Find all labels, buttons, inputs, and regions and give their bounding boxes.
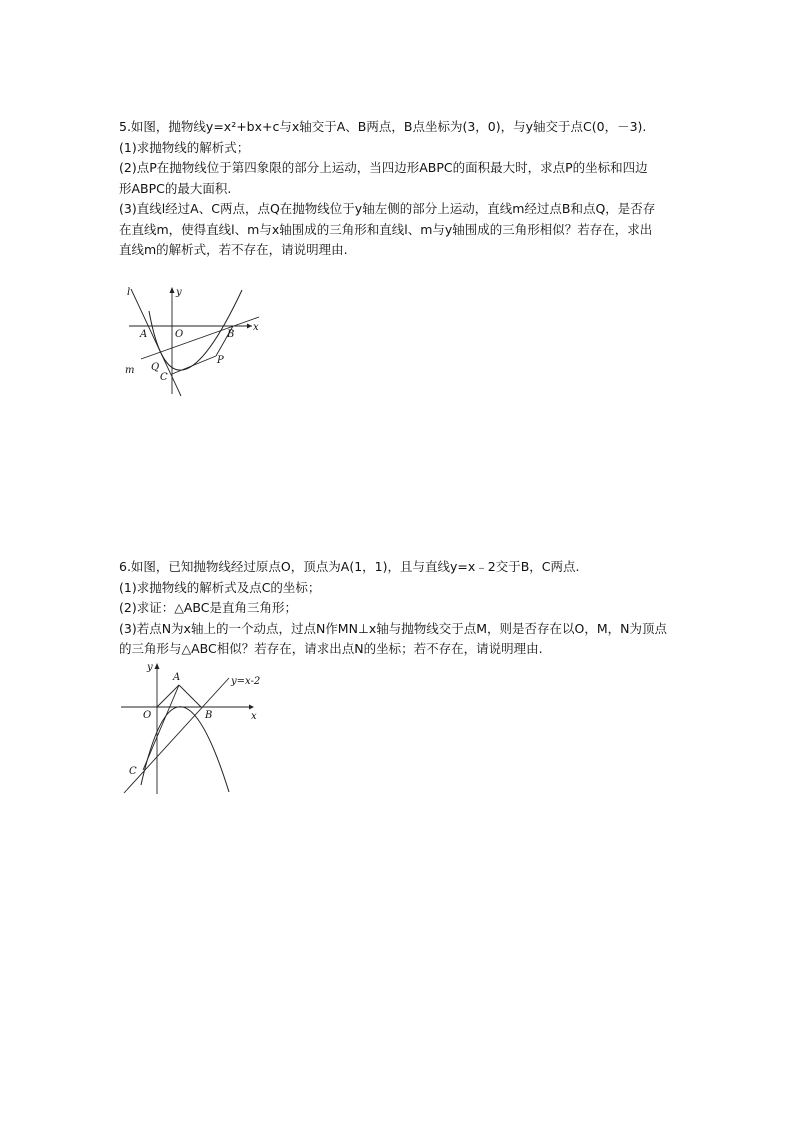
problem-5-part-2-cont: 形ABPC的最大面积. <box>119 180 232 196</box>
problem-5-part-2: (2)点P在抛物线位于第四象限的部分上运动，当四边形ABPC的面积最大时，求点P的坐标和四边 <box>119 160 648 175</box>
label-a: A <box>140 329 148 340</box>
label-x: x <box>253 322 259 333</box>
line-y-x-2 <box>124 678 229 793</box>
label-m: m <box>125 365 135 376</box>
segment-pc <box>172 356 216 374</box>
problem-6-part-1: (1)求抛物线的解析式及点C的坐标； <box>119 579 321 595</box>
problem-6-figure <box>119 660 269 795</box>
x-axis-arrow <box>247 324 252 329</box>
label-b: B <box>227 329 235 340</box>
problem-6-part-2: (2)求证：△ABC是直角三角形； <box>119 600 297 615</box>
y-axis-arrow <box>155 663 160 669</box>
problem-5-part-3-cont: 在直线m，使得直线l、m与x轴围成的三角形和直线l、m与y轴围成的三角形相似？若存在，求出 <box>119 221 653 237</box>
label-c: C <box>129 766 137 777</box>
label-c: C <box>160 372 168 383</box>
segment-oa <box>157 685 179 707</box>
problem-6-stem: 6.如图，已知抛物线经过原点O，顶点为A(1，1)，且与直线y=x﹣2交于B，C两点. <box>119 559 580 574</box>
label-q: Q <box>151 362 160 373</box>
label-p: P <box>217 355 224 366</box>
y-axis-arrow <box>170 287 175 293</box>
problem-5 <box>119 117 699 261</box>
problem-5-part-1: (1)求抛物线的解析式； <box>119 139 250 155</box>
label-b: B <box>205 710 213 721</box>
line-m <box>141 317 259 359</box>
label-o: O <box>175 329 184 340</box>
parabola <box>141 707 229 792</box>
label-line: y=x-2 <box>231 676 261 687</box>
label-l: l <box>127 287 131 298</box>
label-y: y <box>176 287 182 298</box>
label-y: y <box>147 662 153 673</box>
problem-5-part-3-end: 直线m的解析式，若不存在，请说明理由. <box>119 242 348 257</box>
problem-6-part-3-cont: 的三角形与△ABC相似？若存在，请求出点N的坐标；若不存在，请说明理由. <box>119 641 543 656</box>
problem-5-stem: 5.如图，抛物线y=x²+bx+c与x轴交于A、B两点，B点坐标为(3，0)，与y轴交于点C(0，－3). <box>119 119 647 134</box>
label-a: A <box>173 672 181 683</box>
segment-ab <box>179 685 201 707</box>
problem-5-part-3: (3)直线l经过A、C两点，点Q在抛物线位于y轴左侧的部分上运动，直线m经过点B和点Q，是否存 <box>119 201 656 216</box>
segment-ac <box>143 685 179 770</box>
label-o: O <box>143 710 152 721</box>
problem-6 <box>119 557 699 660</box>
problem-6-part-3: (3)若点N为x轴上的一个动点，过点N作MN⊥x轴与抛物线交于点M，则是否存在以O，M，N为顶点 <box>119 620 667 636</box>
problem-5-figure <box>119 284 269 399</box>
label-x: x <box>251 711 257 722</box>
x-axis-arrow <box>249 705 254 710</box>
line-l <box>131 289 184 396</box>
